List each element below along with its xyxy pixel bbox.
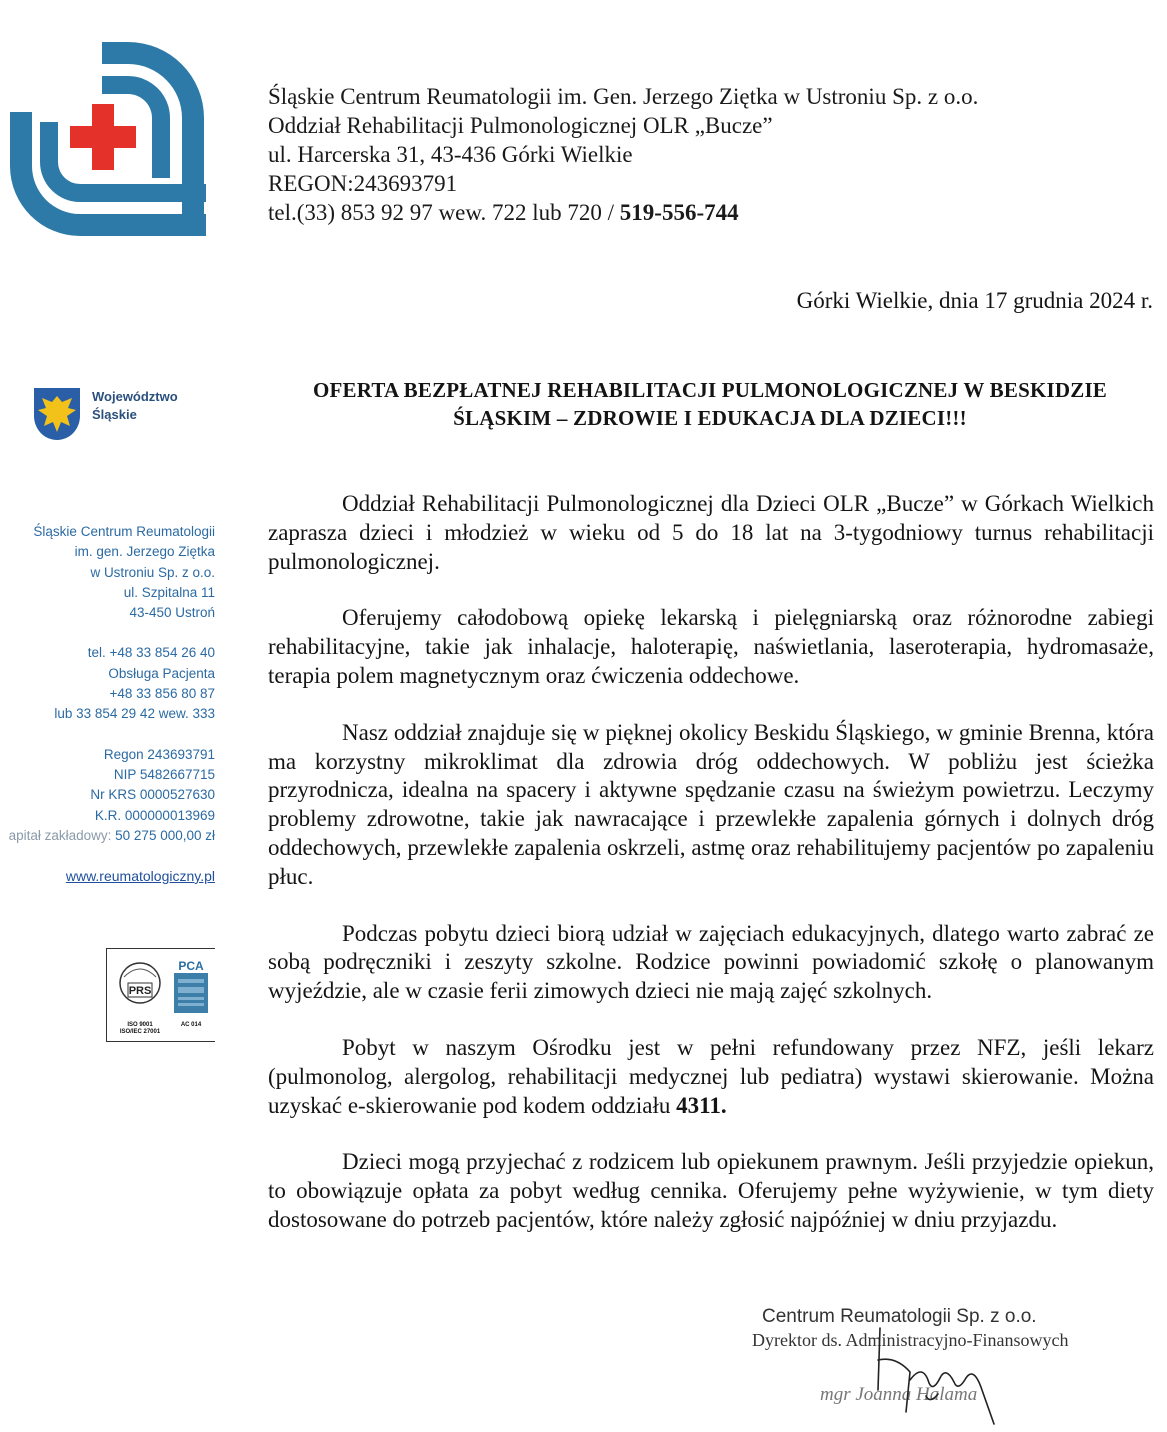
title-line1: OFERTA BEZPŁATNEJ REHABILITACJI PULMONOLOGICZNEJ W BESKIDZIE bbox=[312, 378, 1108, 402]
letterhead bbox=[268, 82, 978, 227]
certification-badges bbox=[106, 948, 215, 1042]
sidebar-registry-line: K.R. 000000013969 bbox=[94, 807, 215, 823]
letter-date: Górki Wielkie, dnia 17 grudnia 2024 r. bbox=[796, 288, 1153, 313]
header-line-institution: Śląskie Centrum Reumatologii im. Gen. Jerzego Ziętka w Ustroniu Sp. z o.o. bbox=[268, 84, 979, 109]
stamp-position: Dyrektor ds. Administracyjno-Finansowych bbox=[752, 1330, 1069, 1350]
svg-text:PRS: PRS bbox=[128, 985, 152, 997]
handwritten-signature bbox=[866, 1320, 1006, 1430]
department-code: 4311. bbox=[676, 1092, 727, 1118]
hospital-logo bbox=[6, 40, 206, 238]
sidebar-contact-line: lub 33 854 29 42 wew. 333 bbox=[54, 706, 215, 722]
signature-stamp bbox=[740, 1306, 1080, 1426]
mobile-phone: 519-556-744 bbox=[619, 200, 739, 225]
sidebar-contact-line: tel. +48 33 854 26 40 bbox=[87, 645, 215, 661]
capital-label: apitał zakładowy: bbox=[8, 827, 116, 843]
sidebar-address-line: 43-450 Ustroń bbox=[129, 605, 215, 621]
sidebar-address-line: Śląskie Centrum Reumatologii bbox=[33, 524, 215, 539]
sidebar-contact-line: +48 33 856 80 87 bbox=[109, 686, 215, 702]
body-paragraph: Nasz oddział znajduje się w pięknej okolicy Beskidu Śląskiego, w gminie Brenna, która ma korzystny mikroklimat dla zdrowia dróg oddechowych. W pobliżu jest ścieżka przyrodnicza, idealna na spacery i aktywne spędzanie czasu na świeżym powietrzu. Leczymy problemy zdrowotne, takie jak nawracające i przewlekłe zapalenia górnych i dolnych dróg oddechowych, przewlekłe zapalenia oskrzeli, astmę oraz rehabilitujemy pacjentów po zapaleniu płuc. bbox=[268, 719, 1154, 889]
sidebar-registry-line: NIP 5482667715 bbox=[113, 766, 215, 782]
svg-text:PCA: PCA bbox=[178, 959, 204, 973]
letter-title bbox=[266, 376, 1154, 432]
body-paragraph: Dzieci mogą przyjechać z rodzicem lub opiekunem prawnym. Jeśli przyjedzie opiekun, to obowiązuje opłata za pobyt według cennika. Oferujemy pełne wyżywienie, w tym diety dostosowane do potrzeb pacjentów, które należy zgłosić najpóźniej w dniu przyjazdu. bbox=[268, 1149, 1154, 1232]
body-paragraph: Oferujemy całodobową opiekę lekarską i pielęgniarską oraz różnorodne zabiegi rehabilitacyjne, takie jak inhalacje, haloterapię, naświetlania, laseroterapia, hydromasaże, terapia polem magnetycznym oraz ćwiczenia oddechowe. bbox=[268, 605, 1154, 688]
region-name-line2: Śląskie bbox=[92, 407, 137, 422]
header-line-address: ul. Harcerska 31, 43-436 Górki Wielkie bbox=[268, 142, 633, 167]
refund-text: Pobyt w naszym Ośrodku jest w pełni refundowany przez NFZ, jeśli lekarz (pulmonolog, alergolog, rehabilitacji medycznej lub pediatra) wystawi skierowanie. Można uzyskać e-skierowanie pod kodem oddziału bbox=[268, 1034, 1154, 1118]
eagle-crest-icon bbox=[32, 386, 82, 442]
sidebar-address-line: ul. Szpitalna 11 bbox=[123, 584, 215, 600]
body-paragraph bbox=[268, 1034, 1154, 1120]
sidebar-company-info bbox=[9, 522, 215, 846]
sidebar-capital-line bbox=[9, 826, 215, 846]
pca-cert-caption: AC 014 bbox=[180, 1022, 202, 1028]
sidebar-contact-line: Obsługa Pacjenta bbox=[108, 665, 215, 681]
region-logo bbox=[32, 386, 222, 444]
letter-body bbox=[268, 490, 1154, 1263]
header-line-regon: REGON:243693791 bbox=[268, 171, 458, 196]
prs-cert-caption: ISO 9001 ISO/IEC 27001 bbox=[119, 1022, 161, 1035]
prs-cert-icon bbox=[118, 957, 162, 1017]
body-paragraph: Podczas pobytu dzieci biorą udział w zajęciach edukacyjnych, dlatego warto zabrać ze sobą podręczniki i zeszyty szkolne. Rodzice powinni powiadomić szkołę o planowanym wyjeździe, ale w czasie ferii zimowych dzieci nie mają zajęć szkolnych. bbox=[268, 920, 1154, 1004]
website-link[interactable]: www.reumatologiczny.pl bbox=[65, 868, 215, 884]
body-paragraph: Oddział Rehabilitacji Pulmonologicznej dla Dzieci OLR „Bucze” w Górkach Wielkich zaprasza dzieci i młodzież w wieku od 5 do 18 lat na 3-tygodniowy turnus rehabilitacji pulmonologicznej. bbox=[268, 491, 1154, 574]
title-line2: ŚLĄSKIM – ZDROWIE I EDUKACJA DLA DZIECI!!! bbox=[453, 406, 967, 430]
signatory-name: mgr Joanna Halama bbox=[820, 1384, 978, 1405]
pca-cert-icon bbox=[172, 957, 210, 1017]
phone-numbers: tel.(33) 853 92 97 wew. 722 lub 720 / bbox=[268, 200, 620, 225]
sidebar-registry-line: Regon 243693791 bbox=[103, 746, 215, 762]
region-name-line1: Województwo bbox=[92, 389, 178, 404]
sidebar-address-line: w Ustroniu Sp. z o.o. bbox=[90, 564, 215, 580]
header-line-department: Oddział Rehabilitacji Pulmonologicznej OLR „Bucze” bbox=[268, 113, 773, 138]
capital-value: 50 275 000,00 zł bbox=[115, 827, 215, 843]
sidebar-registry-line: Nr KRS 0000527630 bbox=[90, 787, 215, 803]
sidebar-address-line: im. gen. Jerzego Ziętka bbox=[74, 544, 215, 560]
stamp-company: Centrum Reumatologii Sp. z o.o. bbox=[762, 1306, 1037, 1327]
header-line-phone bbox=[268, 198, 978, 227]
